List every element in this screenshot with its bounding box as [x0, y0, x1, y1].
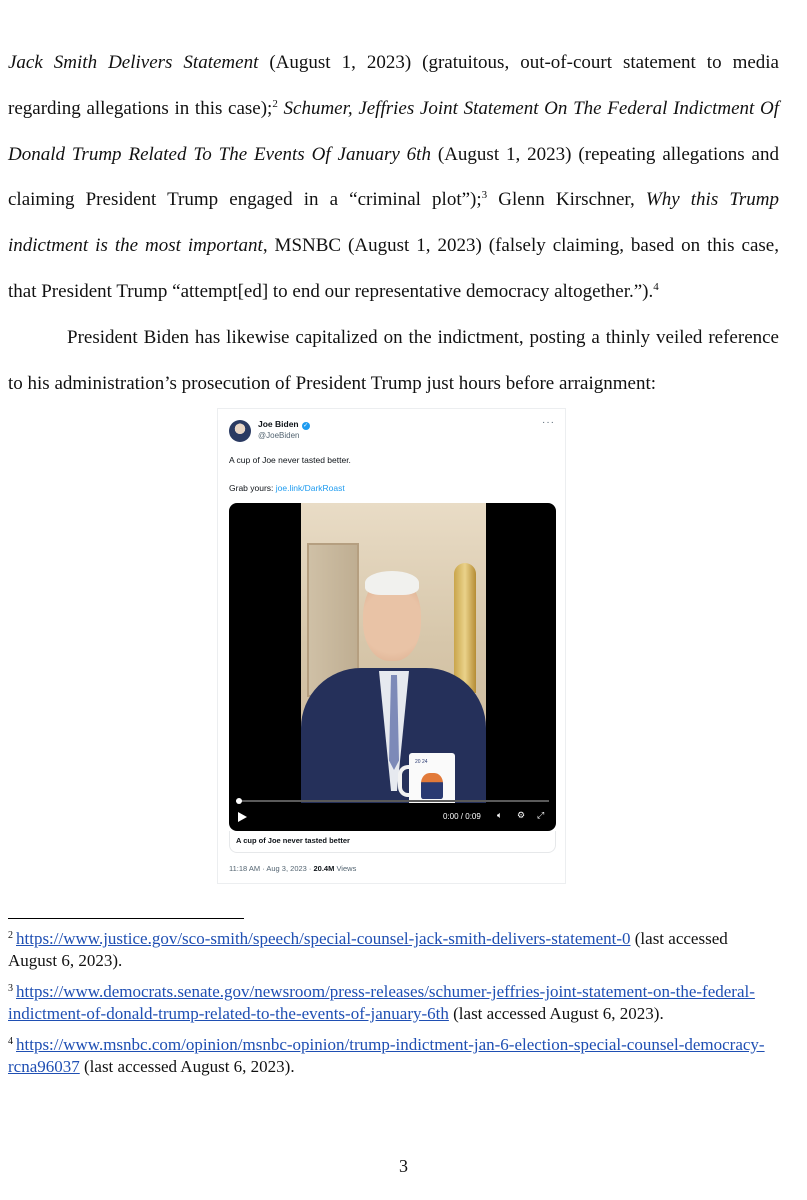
footnote-divider: [8, 918, 244, 919]
footnote-number: 2: [8, 930, 13, 941]
citation-text: (August 1, 2023) (gratuitous, out-of-court statement to media regarding allegations in this case);: [8, 52, 779, 119]
citation-text: Glenn Kirschner,: [487, 189, 646, 211]
footnote-ref-2[interactable]: 2: [272, 97, 278, 110]
footnote-ref-3[interactable]: 3: [481, 189, 488, 202]
citation-text: (August 1, 2023) (repeating allegations and claiming President Trump engaged in a “criminal plot”);: [8, 143, 779, 211]
tweet-timestamp[interactable]: 11:18 AM · Aug 3, 2023 ·: [229, 864, 314, 873]
embedded-tweet: [217, 408, 566, 884]
more-options-icon[interactable]: ···: [542, 417, 555, 428]
scrubber-handle[interactable]: [236, 798, 242, 804]
volume-icon[interactable]: 🔈︎: [497, 810, 503, 820]
avatar[interactable]: [229, 420, 251, 442]
footnote-link[interactable]: https://www.msnbc.com/opinion/msnbc-opinion/trump-indictment-jan-6-election-special-counsel-democracy-rcna96037: [8, 1035, 765, 1076]
person-hair: [365, 571, 419, 595]
background-mirror: [454, 563, 476, 693]
footnote-4: [8, 1034, 779, 1078]
footnotes: [8, 928, 779, 1087]
views-label: Views: [334, 864, 357, 873]
video-frame: [301, 503, 486, 803]
tweet-link[interactable]: joe.link/DarkRoast: [275, 483, 345, 493]
page-number: 3: [399, 1156, 408, 1176]
video-scrubber[interactable]: [236, 800, 549, 802]
video-player[interactable]: [229, 503, 556, 831]
footnote-text: (last accessed August 6, 2023).: [8, 929, 728, 970]
mug-text: 20 24: [415, 759, 428, 765]
fullscreen-icon[interactable]: ⤢: [537, 810, 545, 820]
citation-title-jack-smith: Jack Smith Delivers Statement: [8, 52, 259, 73]
tweet-meta: [229, 864, 356, 873]
footnote-ref-4[interactable]: 4: [653, 280, 659, 293]
citation-title-kirschner: Why this Trump indictment is the most important: [8, 189, 779, 257]
tweet-author[interactable]: [258, 419, 310, 430]
footnote-number: 3: [8, 983, 13, 994]
footnote-2: [8, 928, 779, 972]
views-count: 20.4M: [313, 864, 335, 873]
grab-prefix: Grab yours:: [229, 483, 276, 493]
play-icon[interactable]: [238, 812, 247, 822]
tweet-link-line: [229, 483, 345, 493]
author-handle[interactable]: @JoeBiden: [258, 431, 300, 440]
footnote-text: (last accessed August 6, 2023).: [79, 1057, 295, 1076]
mug-logo: [421, 773, 443, 799]
paragraph-biden: President Biden has likewise capitalized on the indictment, posting a thinly veiled reference to his administration’s prosecution of President Trump just hours before arraignment:: [8, 326, 779, 394]
video-caption: A cup of Joe never tasted better: [236, 836, 350, 845]
paragraph-citations: [8, 40, 779, 315]
settings-gear-icon[interactable]: ⚙︎: [517, 810, 526, 820]
verified-badge-icon: ✓: [303, 423, 309, 429]
footnote-link[interactable]: https://www.justice.gov/sco-smith/speech/special-counsel-jack-smith-delivers-statement-0: [16, 929, 631, 948]
footnote-text: (last accessed August 6, 2023).: [448, 1004, 664, 1023]
citation-title-schumer-jeffries: Schumer, Jeffries Joint Statement On The Federal Indictment Of Donald Trump Related To The Events Of January 6th: [8, 97, 779, 165]
video-caption-bar: [229, 831, 556, 853]
tweet-text: A cup of Joe never tasted better.: [229, 455, 351, 465]
citation-text: , MSNBC (August 1, 2023) (falsely claiming, based on this case, that President Trump “attempt[ed] to end our representative democracy altogether.”).: [8, 235, 779, 302]
body-text: [8, 40, 779, 406]
footnote-link[interactable]: https://www.democrats.senate.gov/newsroom/press-releases/schumer-jeffries-joint-statement-on-the-federal-indictment-of-donald-trump-related-to-the-events-of-january-6th: [8, 982, 755, 1023]
author-name: Joe Biden: [258, 419, 299, 429]
footnote-number: 4: [8, 1036, 13, 1047]
footnote-3: [8, 981, 779, 1025]
video-time: 0:00 / 0:09: [443, 812, 481, 821]
